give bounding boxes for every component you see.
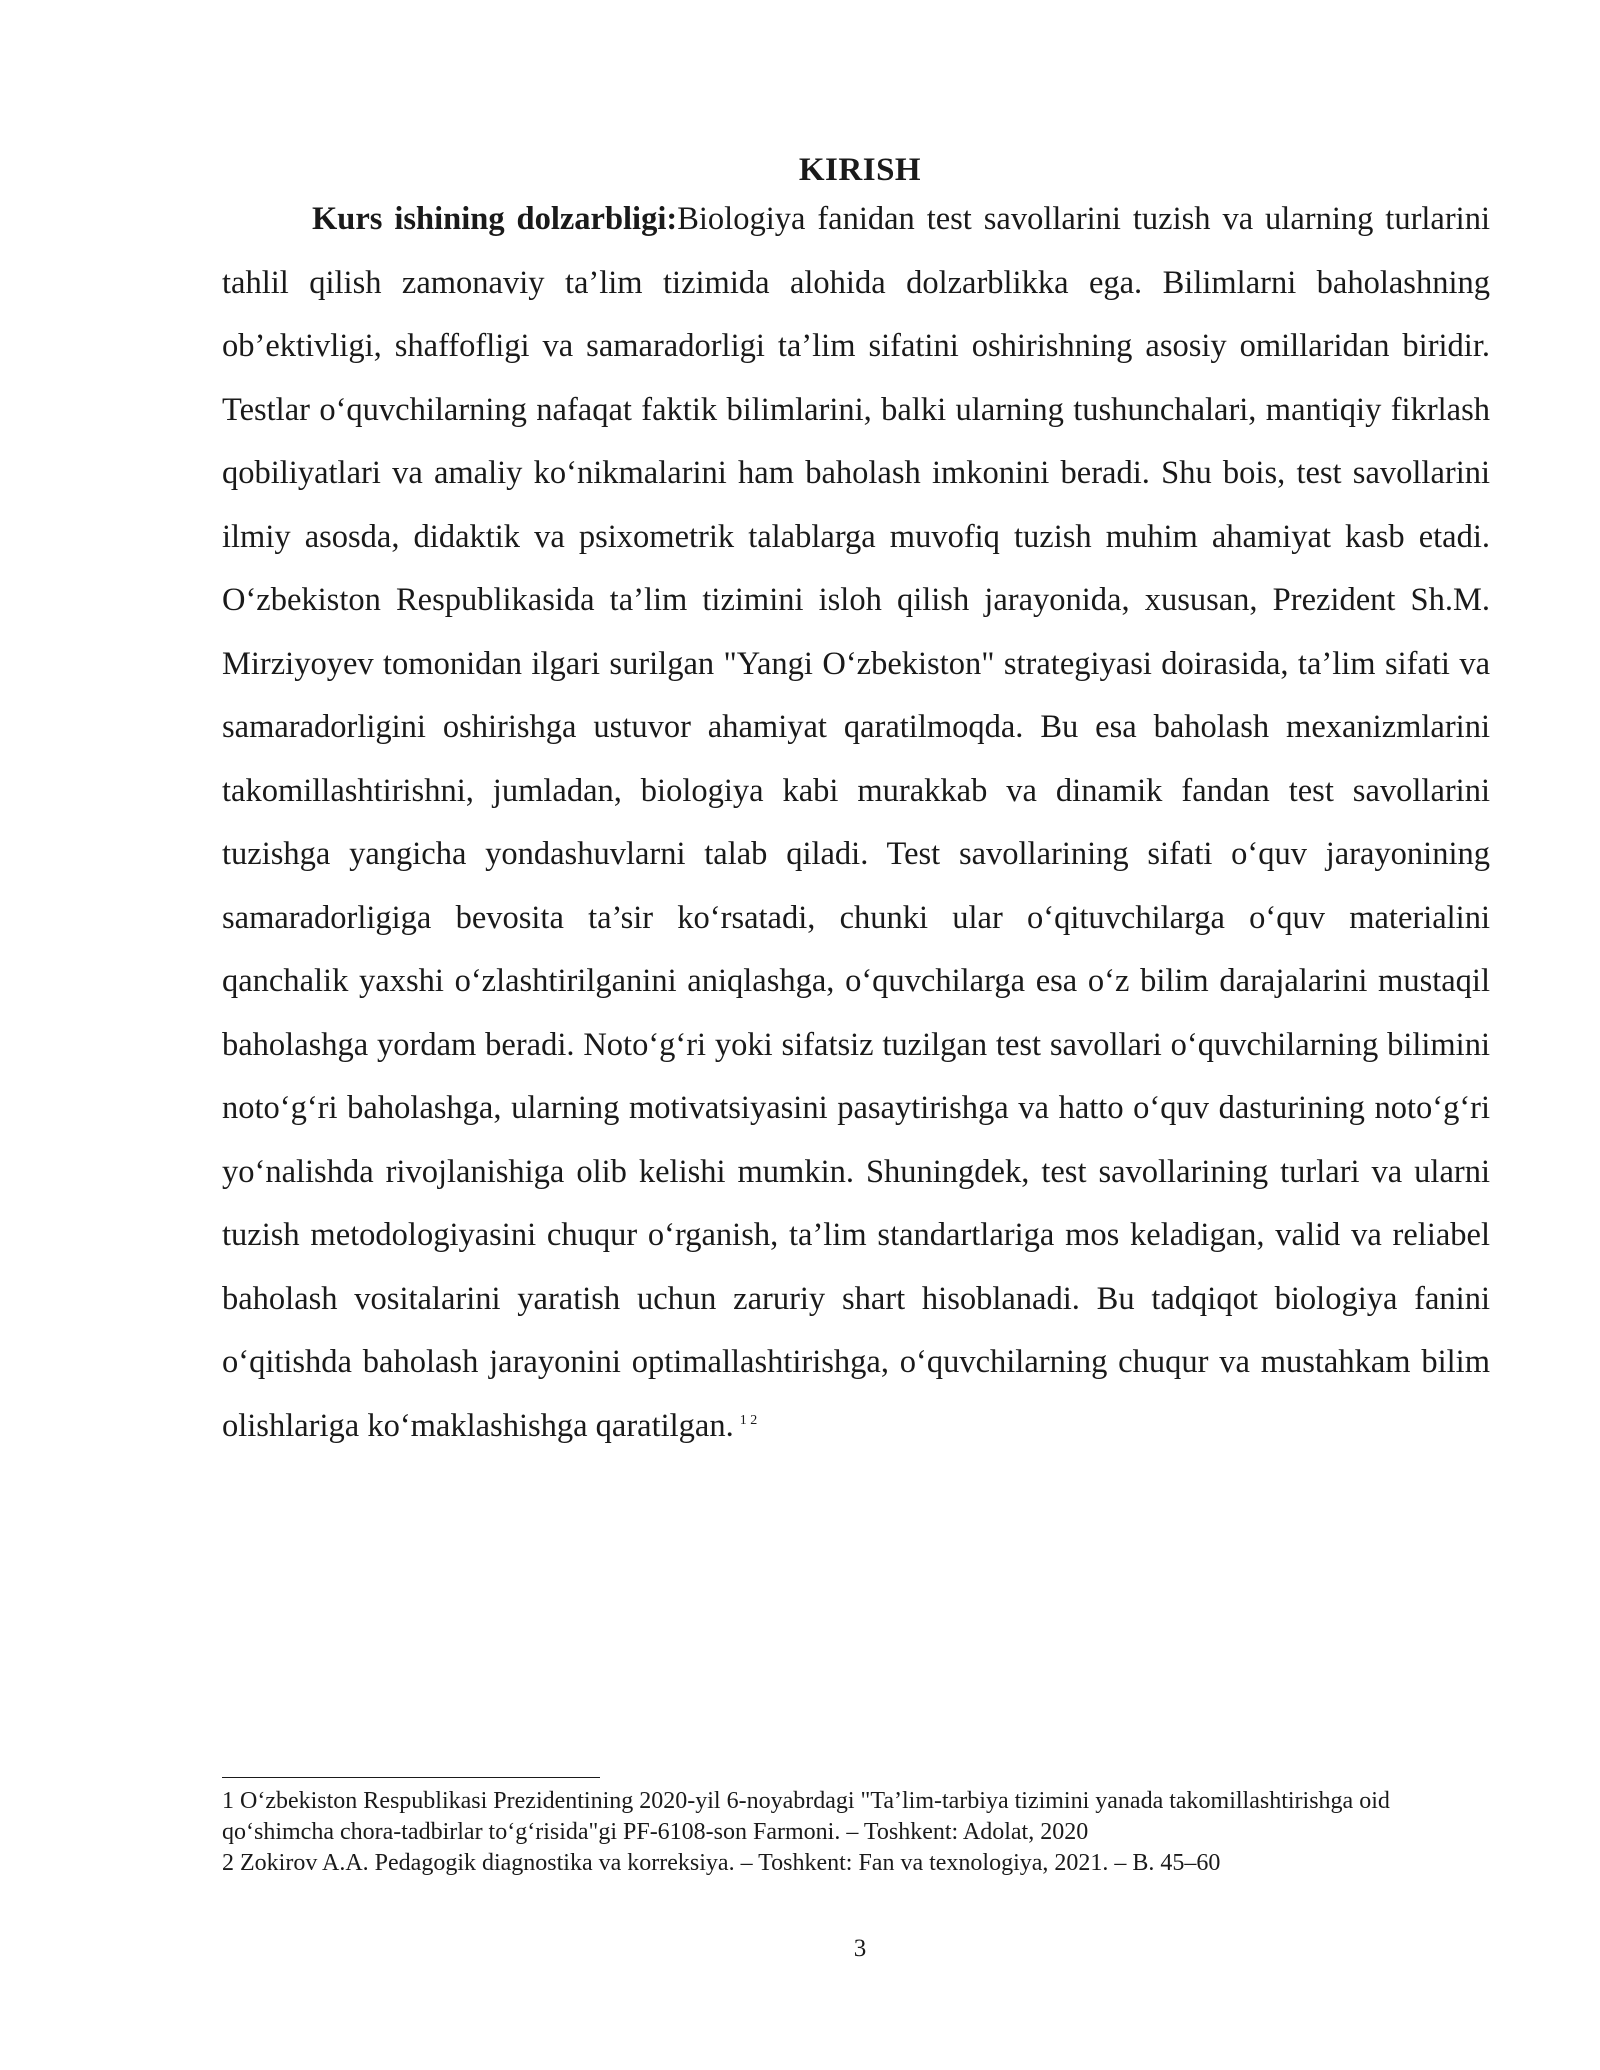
paragraph-lead: Kurs ishining dolzarbligi: xyxy=(312,201,678,237)
footnote-separator xyxy=(222,1777,600,1778)
footnote-2: 2 Zokirov A.A. Pedagogik diagnostika va korreksiya. – Toshkent: Fan va texnologiya, 2021. – B. 45–60 xyxy=(222,1850,1221,1876)
paragraph-text: Biologiya fanidan test savollarini tuzish va ularning turlarini tahlil qilish zamonaviy ta’lim tizimida alohida dolzarblikka ega. Bilimlarni baholashning ob’ektivligi, shaffofligi va samaradorligi ta’lim sifatini oshirishning asosiy omillaridan biridir. Testlar o‘quvchilarning nafaqat faktik bilimlarini, balki ularning tushunchalari, mantiqiy fikrlash qobiliyatlari va amaliy ko‘nikmalarini ham baholash imkonini beradi. Shu bois, test savollarini ilmiy asosda, didaktik va psixometrik talablarga muvofiq tuzish muhim ahamiyat kasb etadi. O‘zbekiston Respublikasida ta’lim tizimini isloh qilish jarayonida, xususan, Prezident Sh.M. Mirziyoyev tomonidan ilgari surilgan "Yangi O‘zbekiston" strategiyasi doirasida, ta’lim sifati va samaradorligini oshirishga ustuvor ahamiyat qaratilmoqda. Bu esa baholash mexanizmlarini takomillashtirishni, jumladan, biologiya kabi murakkab va dinamik fandan test savollarini tuzishga yangicha yondashuvlarni talab qiladi. Test savollarining sifati o‘quv jarayonining samaradorligiga bevosita ta’sir ko‘rsatadi, chunki ular o‘qituvchilarga o‘quv materialini qanchalik yaxshi o‘zlashtirilganini aniqlashga, o‘quvchilarga esa o‘z bilim darajalarini mustaqil baholashga yordam beradi. Noto‘g‘ri yoki sifatsiz tuzilgan test savollari o‘quvchilarning bilimini noto‘g‘ri baholashga, ularning motivatsiyasini pasaytirishga va hatto o‘quv dasturining noto‘g‘ri yo‘nalishda rivojlanishiga olib kelishi mumkin. Shuningdek, test savollarining turlari va ularni tuzish metodologiyasini chuqur o‘rganish, ta’lim standartlariga mos keladigan, valid va reliabel baholash vositalarini yaratish uchun zaruriy shart hisoblanadi. Bu tadqiqot biologiya fanini o‘qitishda baholash jarayonini optimallashtirishga, o‘quvchilarning chuqur va mustahkam bilim olishlariga ko‘maklashishga qaratilgan. xyxy=(222,201,1490,1444)
footnotes xyxy=(222,1786,1452,1879)
body-paragraph xyxy=(222,188,1490,1458)
footnote-1: 1 O‘zbekiston Respublikasi Prezidentining 2020-yil 6-noyabrdagi "Ta’lim-tarbiya tizimini yanada takomillashtirishga oid qo‘shimcha chora-tadbirlar to‘g‘risida"gi PF-6108-son Farmoni. – Toshkent: Adolat, 2020 xyxy=(222,1788,1390,1845)
page-number: 3 xyxy=(853,1935,867,1962)
section-heading: KIRISH xyxy=(798,152,922,188)
footnote-references: 1 2 xyxy=(739,1412,758,1428)
